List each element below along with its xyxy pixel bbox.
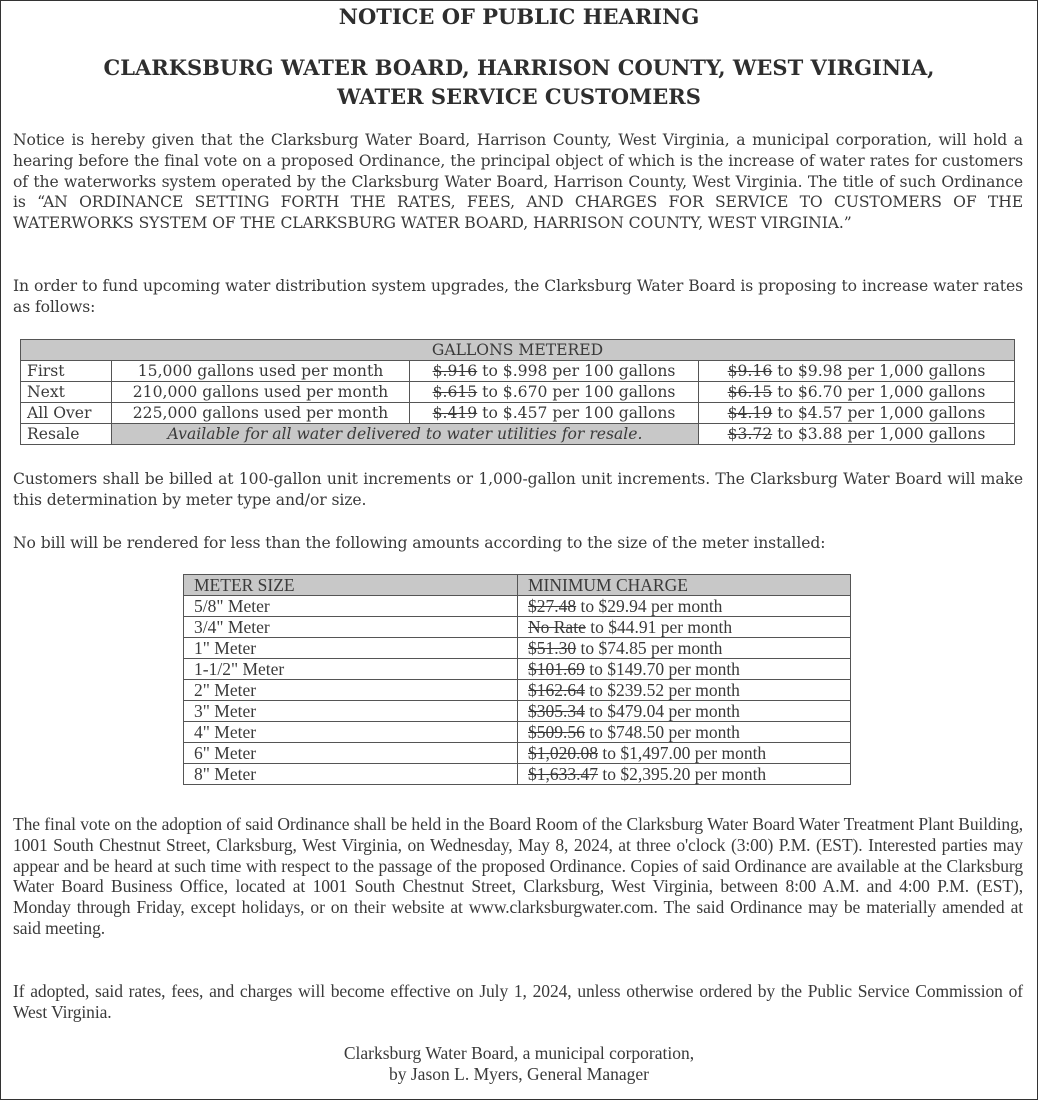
subtitle-line-2: WATER SERVICE CUSTOMERS bbox=[337, 84, 701, 109]
table-row bbox=[21, 382, 1015, 403]
charge-cell bbox=[518, 617, 851, 638]
charge-cell bbox=[518, 638, 851, 659]
old-charge: $162.64 bbox=[528, 680, 585, 700]
old-charge: $1,020.08 bbox=[528, 743, 598, 763]
meter-size-cell: 3/4" Meter bbox=[184, 617, 518, 638]
new-charge: to $2,395.20 per month bbox=[598, 764, 767, 784]
notice-title: NOTICE OF PUBLIC HEARING bbox=[338, 4, 700, 29]
final-vote-paragraph: The final vote on the adoption of said Ordinance shall be held in the Board Room of the Clarksburg Water Board Water Treatment Plant Building, 1001 South Chestnut Street, Clarksburg, West Virginia, on Wednesday, May 8, 2024, at three o'clock (3:00) P.M. (EST). Interested parties may appear and be heard at such time with respect to the passage of the proposed Ordinance. Copies of said Ordinance are available at the Clarksburg Water Board Business Office, located at 1001 South Chestnut Street, Clarksburg, West Virginia, between 8:00 A.M. and 4:00 P.M. (EST), Monday through Friday, except holidays, or on their website at www.clarksburgwater.com. The said Ordinance may be materially amended at said meeting. bbox=[13, 814, 1023, 938]
new-charge: to $479.04 per month bbox=[584, 701, 740, 721]
rate-per-100-cell bbox=[410, 403, 699, 424]
new-rate: to $4.57 per 1,000 gallons bbox=[772, 404, 986, 422]
rate-per-1000-cell bbox=[699, 403, 1015, 424]
usage-cell: 210,000 gallons used per month bbox=[112, 382, 410, 403]
billing-increments-paragraph: Customers shall be billed at 100-gallon unit increments or 1,000-gallon unit increments. The Clarksburg Water Board will make this determination by meter type and/or size. bbox=[13, 470, 1023, 509]
old-rate: $6.15 bbox=[727, 383, 773, 401]
table-row bbox=[184, 659, 851, 680]
meter-size-cell: 3" Meter bbox=[184, 701, 518, 722]
old-charge: $101.69 bbox=[528, 659, 585, 679]
old-rate: $.916 bbox=[432, 362, 478, 380]
resale-note: Available for all water delivered to water utilities for resale. bbox=[112, 424, 699, 445]
new-charge: to $74.85 per month bbox=[576, 638, 723, 658]
charge-cell bbox=[518, 722, 851, 743]
old-rate: $.615 bbox=[432, 383, 478, 401]
signature-block bbox=[1, 1043, 1037, 1085]
charge-cell bbox=[518, 701, 851, 722]
table-row bbox=[184, 743, 851, 764]
old-rate: $3.72 bbox=[727, 425, 773, 443]
table-row bbox=[184, 722, 851, 743]
rate-per-100-cell bbox=[410, 382, 699, 403]
old-rate: $9.16 bbox=[727, 362, 773, 380]
gallons-metered-header: GALLONS METERED bbox=[21, 340, 1015, 361]
new-charge: to $29.94 per month bbox=[576, 596, 723, 616]
rate-per-100-cell bbox=[410, 361, 699, 382]
table-row bbox=[184, 680, 851, 701]
new-rate: to $.457 per 100 gallons bbox=[477, 404, 676, 422]
table-row bbox=[21, 403, 1015, 424]
meter-size-cell: 1-1/2" Meter bbox=[184, 659, 518, 680]
new-rate: to $3.88 per 1,000 gallons bbox=[772, 425, 986, 443]
minimum-bill-paragraph: No bill will be rendered for less than the following amounts according to the size of the meter installed: bbox=[13, 534, 826, 552]
old-rate: $.419 bbox=[432, 404, 478, 422]
signature-line-1: Clarksburg Water Board, a municipal corporation, bbox=[343, 1043, 695, 1063]
table-row bbox=[21, 424, 1015, 445]
minimum-charge-header: MINIMUM CHARGE bbox=[518, 575, 851, 596]
meter-size-cell: 6" Meter bbox=[184, 743, 518, 764]
old-charge: $509.56 bbox=[528, 722, 585, 742]
charge-cell bbox=[518, 659, 851, 680]
rate-per-1000-cell bbox=[699, 382, 1015, 403]
new-rate: to $9.98 per 1,000 gallons bbox=[772, 362, 986, 380]
rate-per-1000-cell bbox=[699, 424, 1015, 445]
meter-size-cell: 8" Meter bbox=[184, 764, 518, 785]
new-rate: to $.670 per 100 gallons bbox=[477, 383, 676, 401]
new-charge: to $44.91 per month bbox=[585, 617, 733, 637]
table-row bbox=[184, 617, 851, 638]
signature-line-2: by Jason L. Myers, General Manager bbox=[389, 1064, 649, 1084]
new-charge: to $239.52 per month bbox=[584, 680, 740, 700]
meter-minimum-charge-table bbox=[183, 574, 851, 785]
new-charge: to $149.70 per month bbox=[584, 659, 740, 679]
rate-per-1000-cell bbox=[699, 361, 1015, 382]
new-rate: to $.998 per 100 gallons bbox=[477, 362, 676, 380]
meter-size-header: METER SIZE bbox=[184, 575, 518, 596]
new-charge: to $748.50 per month bbox=[584, 722, 740, 742]
meter-size-cell: 4" Meter bbox=[184, 722, 518, 743]
table-row bbox=[184, 701, 851, 722]
usage-cell: 15,000 gallons used per month bbox=[112, 361, 410, 382]
table-row bbox=[184, 638, 851, 659]
old-charge: $51.30 bbox=[528, 638, 577, 658]
notice-subtitle bbox=[1, 53, 1037, 111]
meter-size-cell: 1" Meter bbox=[184, 638, 518, 659]
old-charge: $305.34 bbox=[528, 701, 585, 721]
rate-increase-paragraph: In order to fund upcoming water distribution system upgrades, the Clarksburg Water Board is proposing to increase water rates as follows: bbox=[13, 277, 1023, 316]
new-charge: to $1,497.00 per month bbox=[598, 743, 767, 763]
charge-cell bbox=[518, 680, 851, 701]
old-charge: No Rate bbox=[528, 617, 586, 637]
old-charge: $27.48 bbox=[528, 596, 577, 616]
gallons-metered-table bbox=[20, 339, 1015, 445]
intro-paragraph: Notice is hereby given that the Clarksburg Water Board, Harrison County, West Virginia, a municipal corporation, will hold a hearing before the final vote on a proposed Ordinance, the principal object of which is the increase of water rates for customers of the waterworks system operated by the Clarksburg Water Board, Harrison County, West Virginia. The title of such Ordinance is “AN ORDINANCE SETTING FORTH THE RATES, FEES, AND CHARGES FOR SERVICE TO CUSTOMERS OF THE WATERWORKS SYSTEM OF THE CLARKSBURG WATER BOARD, HARRISON COUNTY, WEST VIRGINIA.” bbox=[13, 131, 1023, 233]
tier-cell: First bbox=[21, 361, 112, 382]
old-rate: $4.19 bbox=[727, 404, 773, 422]
meter-size-cell: 2" Meter bbox=[184, 680, 518, 701]
tier-cell: Next bbox=[21, 382, 112, 403]
new-rate: to $6.70 per 1,000 gallons bbox=[772, 383, 986, 401]
charge-cell bbox=[518, 764, 851, 785]
table-row bbox=[184, 764, 851, 785]
charge-cell bbox=[518, 743, 851, 764]
old-charge: $1,633.47 bbox=[528, 764, 598, 784]
table-row bbox=[21, 361, 1015, 382]
tier-cell: Resale bbox=[21, 424, 112, 445]
meter-size-cell: 5/8" Meter bbox=[184, 596, 518, 617]
effective-date-paragraph: If adopted, said rates, fees, and charges will become effective on July 1, 2024, unless otherwise ordered by the Public Service Commission of West Virginia. bbox=[13, 981, 1023, 1022]
subtitle-line-1: CLARKSBURG WATER BOARD, HARRISON COUNTY, WEST VIRGINIA, bbox=[103, 55, 935, 80]
usage-cell: 225,000 gallons used per month bbox=[112, 403, 410, 424]
tier-cell: All Over bbox=[21, 403, 112, 424]
charge-cell bbox=[518, 596, 851, 617]
table-row bbox=[184, 596, 851, 617]
